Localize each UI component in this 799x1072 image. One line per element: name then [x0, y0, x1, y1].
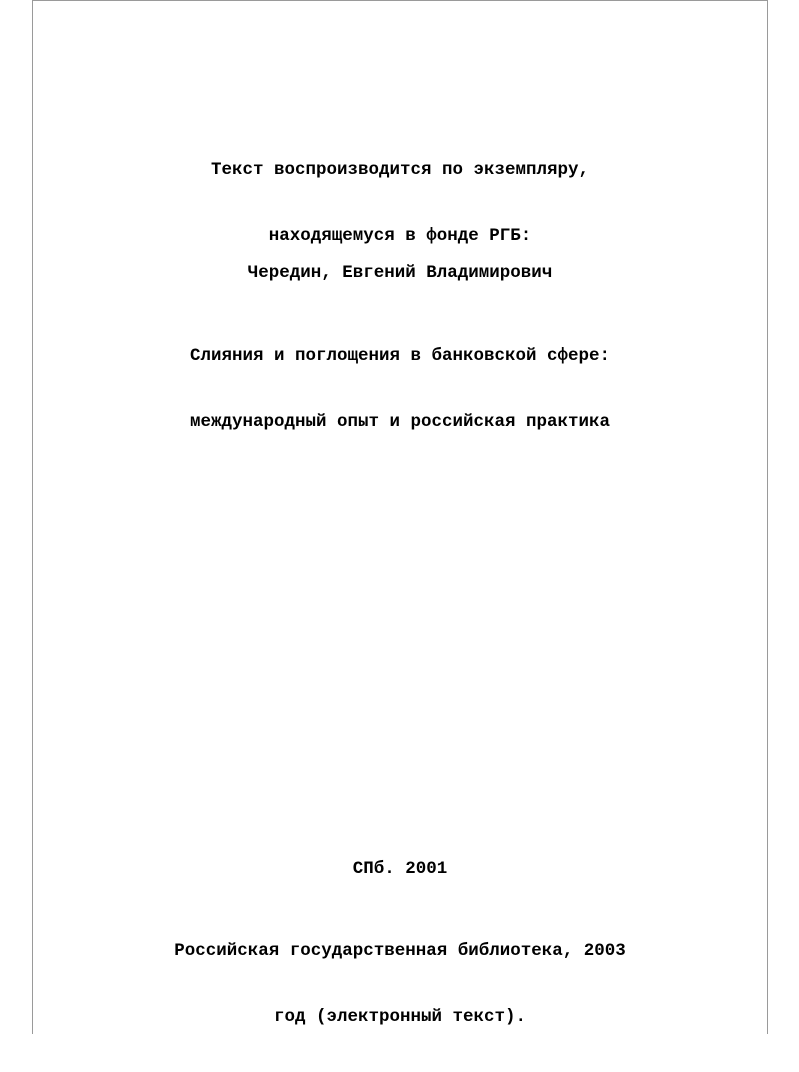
place-and-year-text: СПб. 2001	[352, 859, 448, 879]
author-name-text: Чередин, Евгений Владимирович	[247, 263, 553, 283]
document-title-line-2: международный опыт и российская практика	[189, 412, 611, 432]
reproduction-notice-line-2: находящемуся в фонде РГБ:	[268, 226, 532, 246]
library-note-line-2: год (электронный текст).	[273, 1007, 527, 1027]
library-note-line-1: Российская государственная библиотека, 2003	[174, 941, 626, 961]
library-note	[33, 896, 767, 1072]
document-title-line-1: Слияния и поглощения в банковской сфере:	[189, 346, 611, 366]
document-page	[32, 0, 768, 1034]
document-title	[33, 301, 767, 477]
reproduction-notice-line-1: Текст воспроизводится по экземпляру,	[210, 160, 590, 180]
